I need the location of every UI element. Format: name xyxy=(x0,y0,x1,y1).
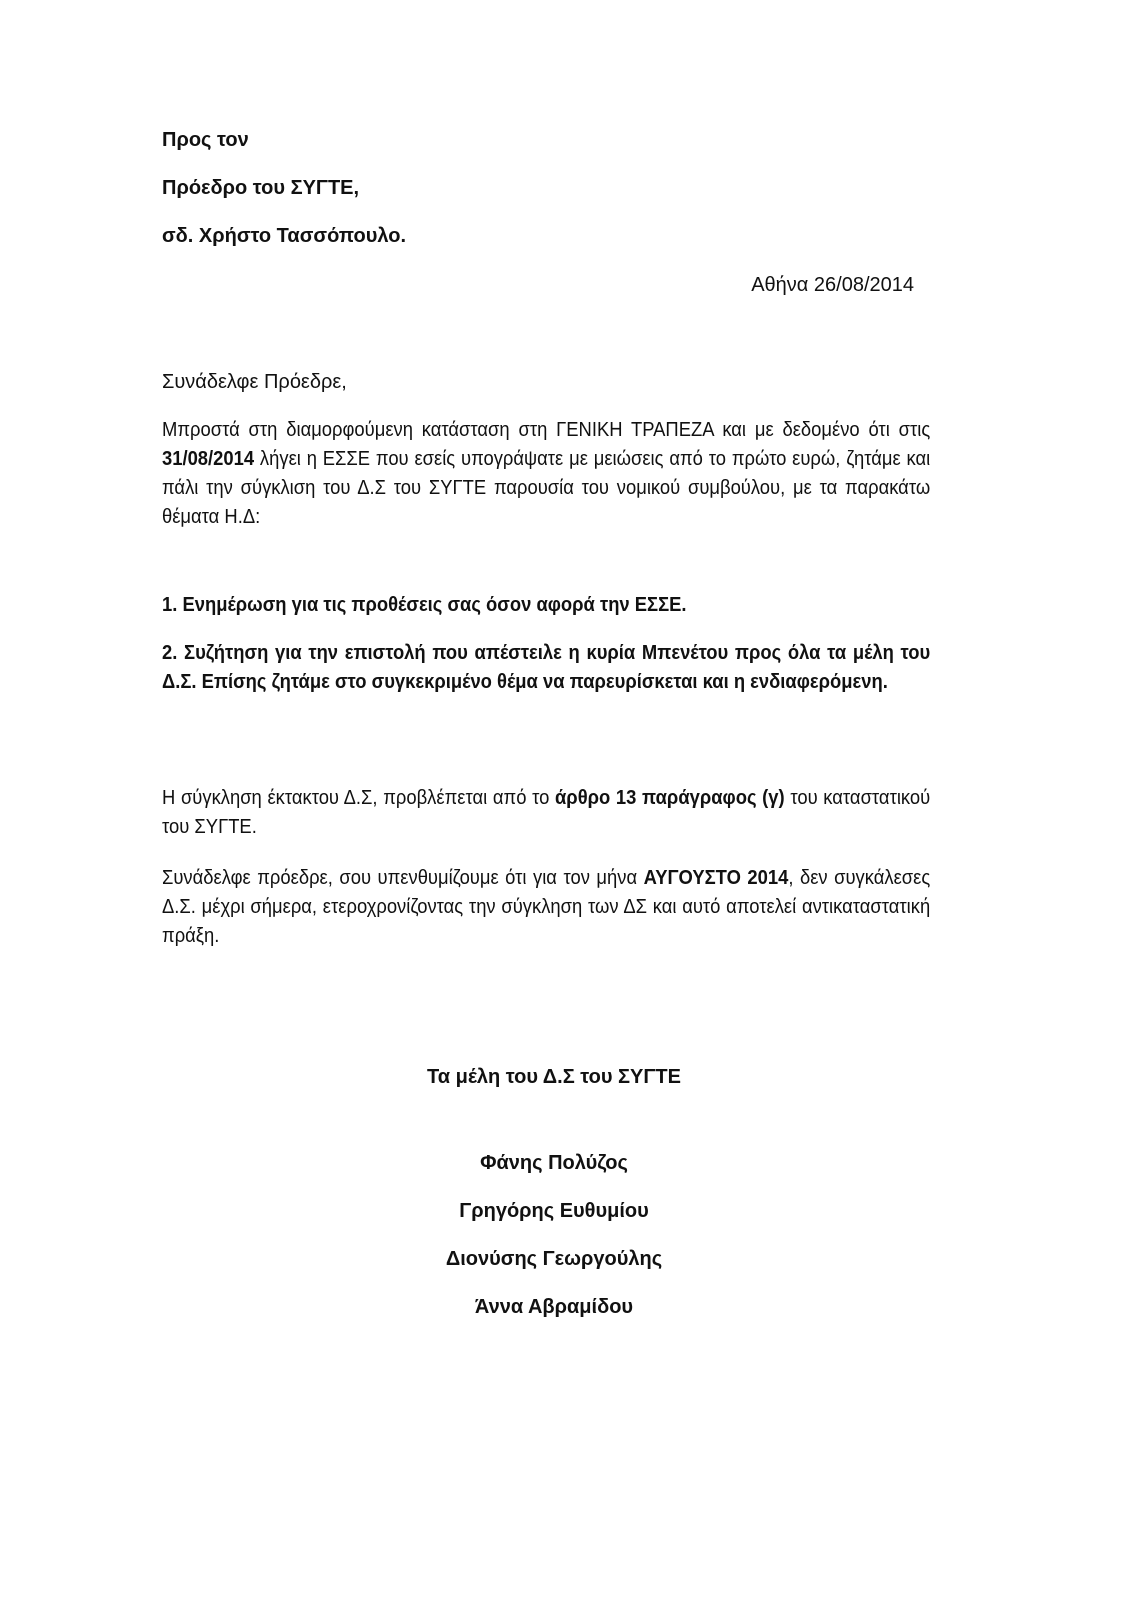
paragraph-3-text-cont: , δεν συγκάλεσες Δ.Σ. μέχρι σήμερα, ετεροχρονίζοντας την σύγκληση των ΔΣ και αυτό αποτελεί αντικαταστατική πράξη. xyxy=(162,867,931,947)
paragraph-3 xyxy=(162,864,930,951)
month-reference: ΑΥΓΟΥΣΤΟ 2014 xyxy=(643,867,789,889)
recipient-line-1: Προς τον xyxy=(162,129,249,151)
signatory: Άννα Αβραμίδου xyxy=(474,1296,634,1318)
article-reference: άρθρο 13 παράγραφος (γ) xyxy=(554,787,785,809)
agenda-item-1: 1. Ενημέρωση για τις προθέσεις σας όσον αφορά την ΕΣΣΕ. xyxy=(162,594,687,616)
paragraph-2 xyxy=(162,784,930,842)
closing: Τα μέλη του Δ.Σ του ΣΥΓΤΕ xyxy=(427,1066,681,1088)
agenda-item-2: 2. Συζήτηση για την επιστολή που απέστειλε η κυρία Μπενέτου προς όλα τα μέλη του Δ.Σ. Επίσης ζητάμε στο συγκεκριμένο θέμα να παρευρίσκεται και η ενδιαφερόμενη. xyxy=(162,642,931,693)
salutation: Συνάδελφε Πρόεδρε, xyxy=(162,371,347,393)
signatory: Γρηγόρης Ευθυμίου xyxy=(459,1200,649,1222)
recipient-line-3: σδ. Χρήστο Τασσόπουλο. xyxy=(162,225,406,247)
paragraph-2-text: Η σύγκληση έκτακτου Δ.Σ, προβλέπεται από το xyxy=(162,787,555,809)
date: Αθήνα 26/08/2014 xyxy=(751,274,914,296)
recipient-line-2: Πρόεδρο του ΣΥΓΤΕ, xyxy=(162,177,360,199)
deadline-date: 31/08/2014 xyxy=(162,448,255,470)
paragraph-2-text-cont: του καταστατικού του ΣΥΓΤΕ. xyxy=(162,787,931,838)
signatory: Φάνης Πολύζος xyxy=(480,1152,628,1174)
paragraph-1 xyxy=(162,416,930,532)
paragraph-3-text: Συνάδελφε πρόεδρε, σου υπενθυμίζουμε ότι για τον μήνα xyxy=(162,867,644,889)
paragraph-1-text: Μπροστά στη διαμορφούμενη κατάσταση στη ΓΕΝΙΚΗ ΤΡΑΠΕΖΑ και με δεδομένο ότι στις xyxy=(162,419,931,441)
signatory: Διονύσης Γεωργούλης xyxy=(445,1248,663,1270)
paragraph-1-text-cont: λήγει η ΕΣΣΕ που εσείς υπογράψατε με μειώσεις από το πρώτο ευρώ, ζητάμε και πάλι την σύγκλιση του Δ.Σ του ΣΥΓΤΕ παρουσία του νομικού συμβούλου, με τα παρακάτω θέματα Η.Δ: xyxy=(162,448,931,528)
